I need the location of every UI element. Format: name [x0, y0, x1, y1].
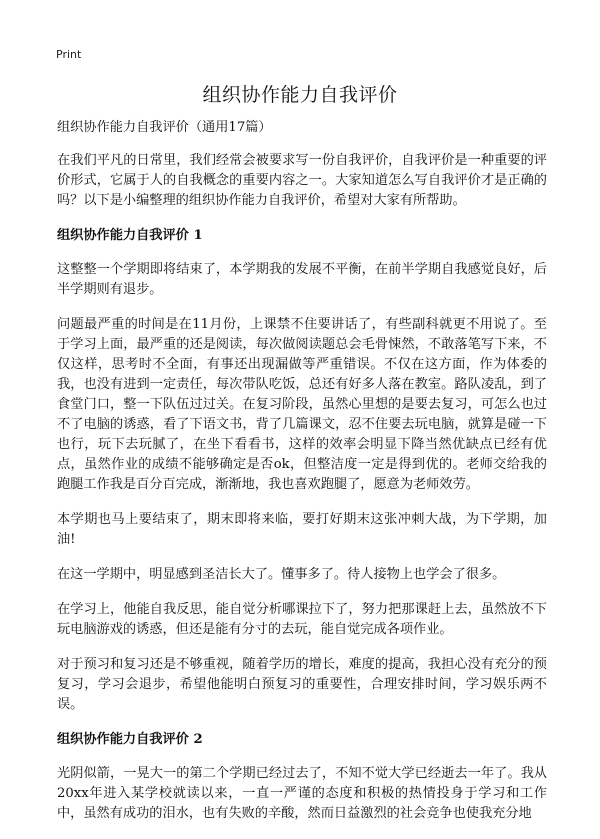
- print-link[interactable]: Print: [56, 48, 82, 61]
- section-heading: 组织协作能力自我评价 1: [57, 228, 203, 243]
- section-paragraph: 在学习上，他能自我反思，能自觉分析哪课拉下了，努力把那课赶上去，虽然放不下玩电脑游戏的诱惑，但还是能有分寸的去玩，能自觉完成各项作业。: [57, 602, 547, 637]
- document-body: [57, 118, 547, 839]
- section-heading: 组织协作能力自我评价 2: [57, 732, 203, 747]
- intro-paragraph: 在我们平凡的日常里，我们经常会被要求写一份自我评价，自我评价是一种重要的评价形式，它属于人的自我概念的重要内容之一。大家知道怎么写自我评价才是正确的吗？以下是小编整理的组织协作能力自我评价，希望对大家有所帮助。: [57, 153, 547, 208]
- section-paragraph: 问题最严重的时间是在11月份，上课禁不住要讲话了，有些副科就更不用说了。至于学习上面，最严重的还是阅读，每次做阅读题总会毛骨悚然，不敢落笔写下来，不仅这样，思考时不全面，有事还出现漏做等严重错误。不仅在这方面，作为体委的我，也没有进到一定责任，每次带队吃饭，总还有好多人落在教室。路队凌乱，到了食堂门口，整一下队伍过过关。在复习阶段，虽然心里想的是要去复习，可怎么也过不了电脑的诱惑，看了下语文书，背了几篇课文，忍不住要去玩电脑，就算是碰一下也行，玩下去玩腻了，在坐下看看书，这样的效率会明显下降当然优缺点已经有优点，虽然作业的成绩不能够确定是否ok，但整洁度一定是得到优的。老师交给我的跑腿工作我是百分百完成，渐渐地，我也喜欢跑腿了，愿意为老师效劳。: [57, 317, 547, 492]
- document-subtitle: 组织协作能力自我评价（通用17篇）: [57, 120, 272, 135]
- section-paragraph: 本学期也马上要结束了，期末即将来临，要打好期末这张冲刺大战，为下学期，加油!: [57, 512, 547, 547]
- page-title: 组织协作能力自我评价: [202, 84, 398, 106]
- section-paragraph: 在这一学期中，明显感到圣洁长大了。懂事多了。待人接物上也学会了很多。: [57, 567, 506, 582]
- section-paragraph: 对于预习和复习还是不够重视，随着学历的增长，难度的提高，我担心没有充分的预复习，学习会退步，希望他能明白预复习的重要性，合理安排时间，学习娱乐两不误。: [57, 657, 547, 712]
- section-paragraph: 光阴似箭，一晃大一的第二个学期已经过去了，不知不觉大学已经逝去一年了。我从20xx年进入某学校就读以来，一直一严谨的态度和积极的热情投身于学习和工作中，虽然有成功的泪水，也有失败的辛酸，然而日益激烈的社会竞争也使我充分地: [57, 766, 547, 821]
- section-paragraph: 这整整一个学期即将结束了，本学期我的发展不平衡，在前半学期自我感觉良好，后半学期则有退步。: [57, 262, 547, 297]
